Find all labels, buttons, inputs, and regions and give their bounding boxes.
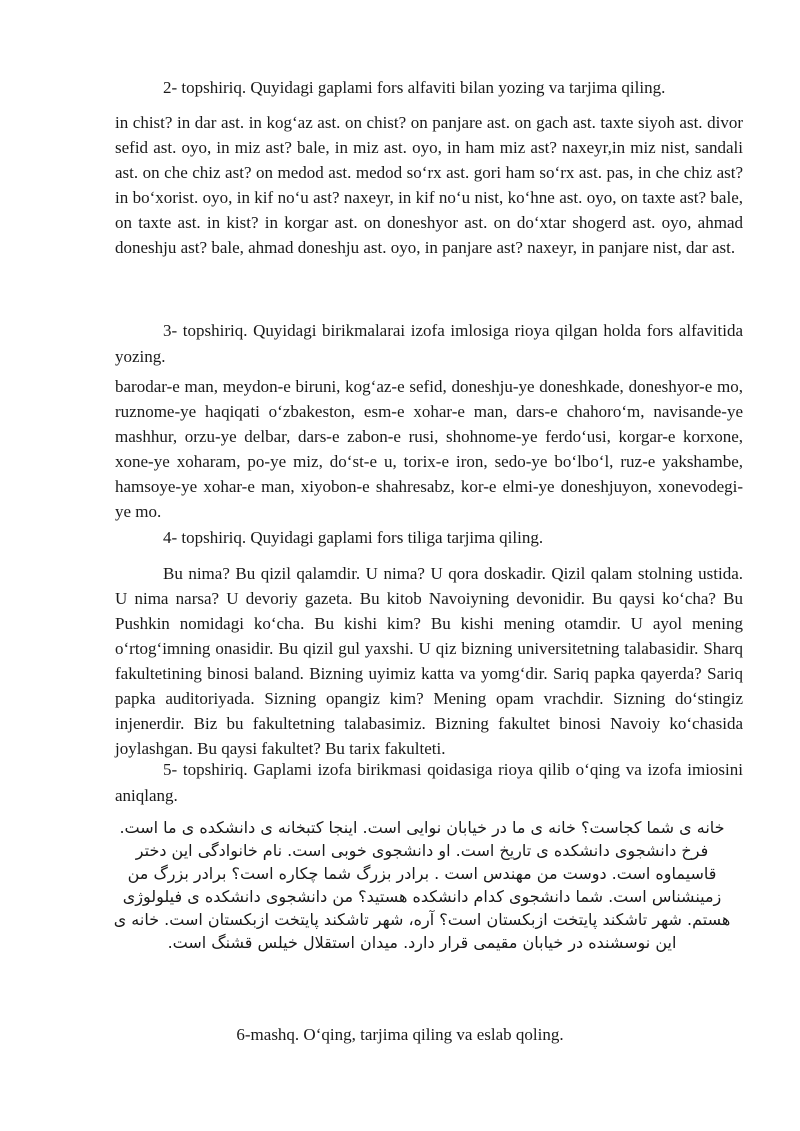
task2-body: in chist? in dar ast. in kogʻaz ast. on chist? on panjare ast. on gach ast. taxte siyoh ast. divor sefid ast. oyo, in miz ast? bale, in miz ast. oyo, in ham miz ast? naxeyr,in miz nist, sandali ast. on che chiz ast? on medod ast. medod soʻrx ast. gori ham soʻrx ast. pas, in che chiz ast? in boʻxorist. oyo, in kif noʻu ast? naxeyr, in kif noʻu nist, koʻhne ast. oyo, on taxte ast? bale, on taxte ast. in kist? in korgar ast. on doneshyor ast. on doʻxtar shogerd ast. oyo, ahmad doneshju ast? bale, ahmad doneshju ast. oyo, in panjare ast? naxeyr, in panjare nist, dar ast. xyxy=(115,113,743,257)
task6-heading: 6-mashq. Oʻqing, tarjima qiling va eslab qoling. xyxy=(236,1025,564,1044)
task5-persian-text: خانه ی شما کجاست؟ خانه ی ما در خیابان نوایی است. اینجا کتبخانه ی دانشکده ی ما است. فرخ دانشجوی دانشکده ی تاریخ است. او دانشجوی خوبی است. نام خانوادگی این دختر قاسیماوه است. دوست من مهندس است . برادر بزرگ شما چکاره است؟ برادر بزرگ من زمینشناس است. شما دانشجوی کدام دانشکده هستید؟ من دانشجوی دانشکده ی فیلولوژی هستم. شهر تاشکند پایتخت ازبکستان است؟ آره، شهر تاشکند پایتخت ازبکستان است. خانه ی این نوسشنده در خیابان مقیمی قرار دارد. میدان استقلال خیلس قشنگ است. xyxy=(113,818,731,952)
task4-heading: 4- topshiriq. Quyidagi gaplami fors tiliga tarjima qiling. xyxy=(163,528,544,547)
task2-heading: 2- topshiriq. Quyidagi gaplami fors alfaviti bilan yozing va tarjima qiling. xyxy=(163,78,666,97)
task4-body: Bu nima? Bu qizil qalamdir. U nima? U qora doskadir. Qizil qalam stolning ustida. U nima narsa? U devoriy gazeta. Bu kitob Navoiyning devonidir. Bu qaysi koʻcha? Bu Pushkin nomidagi koʻcha. Bu kishi kim? Bu kishi mening otamdir. U ayol mening oʻrtogʻimning onasidir. Bu qizil gul yaxshi. U qiz bizning universitetning talabasidir. Sharq fakultetining binosi baland. Bizning uyimiz katta va yomgʻdir. Sariq papka qayerda? Sariq papka auditoriyada. Sizning opangiz kim? Mening opam vrachdir. Sizning doʻstingiz injenerdir. Biz bu fakultetning talabasimiz. Bizning fakultet binosi Navoiy koʻchasida joylashgan. Bu qaysi fakultet? Bu tarix fakulteti. xyxy=(115,564,743,758)
task3-heading: 3- topshiriq. Quyidagi birikmalarai izofa imlosiga rioya qilgan holda fors alfavitida yozing. xyxy=(115,321,743,366)
task5-heading: 5- topshiriq. Gaplami izofa birikmasi qoidasiga rioya qilib oʻqing va izofa imiosini aniqlang. xyxy=(115,760,743,805)
task3-body: barodar-e man, meydon-e biruni, kogʻaz-e sefid, doneshju-ye doneshkade, doneshyor-e mo, ruznome-ye haqiqati oʻzbakeston, esm-e xohar-e man, dars-e chahoroʻm, navisande-ye mashhur, orzu-ye delbar, dars-e zabon-e rusi, shohnome-ye ferdoʻusi, korgar-e korxone, xone-ye xoharam, po-ye miz, doʻst-e u, torix-e iron, sedo-ye boʻlboʻl, ruz-e yakshambe, hamsoye-ye xohar-e man, xiyobon-e shahresabz, kor-e elmi-ye doneshjuyon, xonevodegi-ye mo. xyxy=(115,377,743,521)
